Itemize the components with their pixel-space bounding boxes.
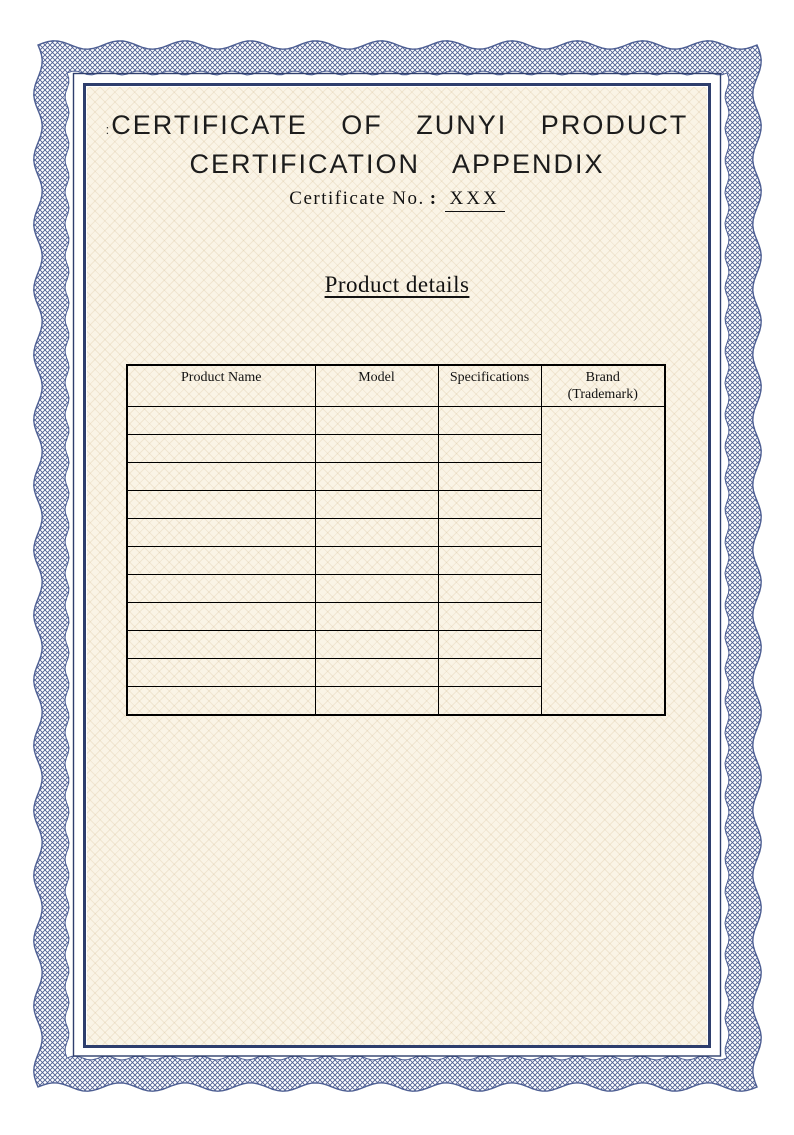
brand-merged-cell xyxy=(541,407,665,716)
header-specifications: Specifications xyxy=(438,365,541,407)
table-cell xyxy=(315,547,438,575)
table-cell xyxy=(315,491,438,519)
table-cell xyxy=(438,659,541,687)
table-cell xyxy=(127,575,315,603)
table-cell xyxy=(438,435,541,463)
header-product-name: Product Name xyxy=(127,365,315,407)
table-cell xyxy=(438,519,541,547)
table-cell xyxy=(315,687,438,716)
table-cell xyxy=(127,687,315,716)
table-cell xyxy=(315,435,438,463)
header-brand-trademark xyxy=(541,365,665,407)
table-cell xyxy=(127,435,315,463)
header-brand-line2: (Trademark) xyxy=(567,387,638,402)
certificate-number-value: XXX xyxy=(445,188,505,212)
table-cell xyxy=(438,491,541,519)
table-cell xyxy=(438,575,541,603)
table-cell xyxy=(438,631,541,659)
certificate-title xyxy=(87,108,707,181)
table-cell xyxy=(127,547,315,575)
certificate-body xyxy=(87,87,707,1045)
certificate-title-line1 xyxy=(87,108,707,147)
table-cell xyxy=(315,631,438,659)
table-cell xyxy=(127,491,315,519)
table-cell xyxy=(315,463,438,491)
certificate-number-separator: : xyxy=(429,188,438,209)
certificate-title-text1: CERTIFICATE OF ZUNYI PRODUCT xyxy=(111,110,689,140)
title-prefix-mark: : xyxy=(105,122,110,137)
table-cell xyxy=(438,603,541,631)
table-cell xyxy=(438,407,541,435)
section-title: Product details xyxy=(324,272,470,297)
product-table xyxy=(126,364,666,716)
table-cell xyxy=(315,407,438,435)
table-cell xyxy=(127,631,315,659)
table-cell xyxy=(127,659,315,687)
table-cell xyxy=(127,407,315,435)
header-brand-line1: Brand xyxy=(585,370,620,385)
product-table-container xyxy=(126,364,666,716)
table-header-row xyxy=(127,365,665,407)
table-cell xyxy=(315,519,438,547)
table-cell xyxy=(127,463,315,491)
table-cell xyxy=(438,463,541,491)
table-cell xyxy=(315,659,438,687)
table-row xyxy=(127,407,665,435)
certificate-number-label: Certificate No. xyxy=(289,188,425,209)
certificate-number-line xyxy=(87,188,707,212)
table-cell xyxy=(438,547,541,575)
table-cell xyxy=(438,687,541,716)
certificate-title-line2: CERTIFICATION APPENDIX xyxy=(189,149,605,179)
table-cell xyxy=(315,575,438,603)
table-cell xyxy=(127,519,315,547)
table-cell xyxy=(315,603,438,631)
table-cell xyxy=(127,603,315,631)
header-model: Model xyxy=(315,365,438,407)
